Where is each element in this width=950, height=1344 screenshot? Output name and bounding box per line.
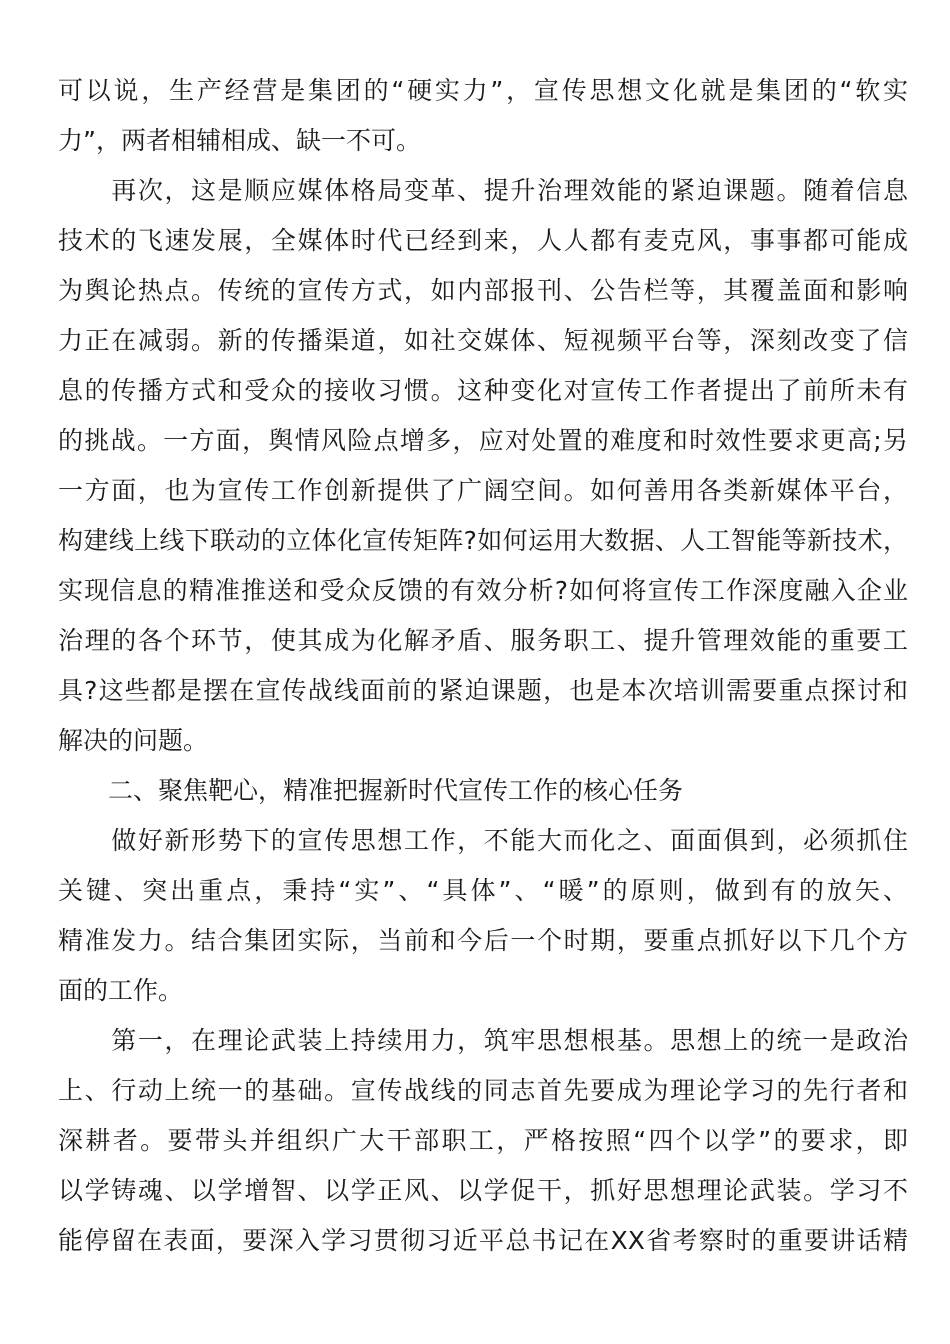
text-line: 关键、突出重点，秉持“实”、“具体”、“暖”的原则，做到有的放矢、 — [58, 876, 908, 905]
body-text — [58, 66, 908, 1266]
section-heading: 二、聚焦靶心，精准把握新时代宣传工作的核心任务 — [58, 776, 684, 805]
text-line: 精准发力。结合集团实际，当前和今后一个时期，要重点抓好以下几个方 — [58, 926, 908, 955]
text-line: 为舆论热点。传统的宣传方式，如内部报刊、公告栏等，其覆盖面和影响 — [58, 276, 908, 305]
text-line: 能停留在表面，要深入学习贯彻习近平总书记在XX省考察时的重要讲话精 — [58, 1226, 908, 1255]
text-line: 深耕者。要带头并组织广大干部职工，严格按照“四个以学”的要求，即 — [58, 1126, 908, 1155]
text-line: 技术的飞速发展，全媒体时代已经到来，人人都有麦克风，事事都可能成 — [58, 226, 908, 255]
text-line: 上、行动上统一的基础。宣传战线的同志首先要成为理论学习的先行者和 — [58, 1076, 908, 1105]
text-line: 力正在减弱。新的传播渠道，如社交媒体、短视频平台等，深刻改变了信 — [58, 326, 908, 355]
text-line: 面的工作。 — [58, 976, 184, 1005]
text-line: 具?这些都是摆在宣传战线面前的紧迫课题，也是本次培训需要重点探讨和 — [58, 676, 908, 705]
text-line: 息的传播方式和受众的接收习惯。这种变化对宣传工作者提出了前所未有 — [58, 376, 908, 405]
text-line: 构建线上线下联动的立体化宣传矩阵?如何运用大数据、人工智能等新技术， — [58, 526, 908, 555]
text-line: 解决的问题。 — [58, 726, 209, 755]
text-line: 再次，这是顺应媒体格局变革、提升治理效能的紧迫课题。随着信息 — [58, 176, 908, 205]
text-line: 可以说，生产经营是集团的“硬实力”，宣传思想文化就是集团的“软实 — [58, 76, 908, 105]
text-line: 一方面，也为宣传工作创新提供了广阔空间。如何善用各类新媒体平台， — [58, 476, 908, 505]
text-line: 做好新形势下的宣传思想工作，不能大而化之、面面俱到，必须抓住 — [58, 826, 908, 855]
text-line: 第一，在理论武装上持续用力，筑牢思想根基。思想上的统一是政治 — [58, 1026, 908, 1055]
text-line: 以学铸魂、以学增智、以学正风、以学促干，抓好思想理论武装。学习不 — [58, 1176, 908, 1205]
text-line: 治理的各个环节，使其成为化解矛盾、服务职工、提升管理效能的重要工 — [58, 626, 908, 655]
text-line: 实现信息的精准推送和受众反馈的有效分析?如何将宣传工作深度融入企业 — [58, 576, 908, 605]
text-line: 力”，两者相辅相成、缺一不可。 — [58, 126, 421, 155]
text-line: 的挑战。一方面，舆情风险点增多，应对处置的难度和时效性要求更高;另 — [58, 426, 908, 455]
